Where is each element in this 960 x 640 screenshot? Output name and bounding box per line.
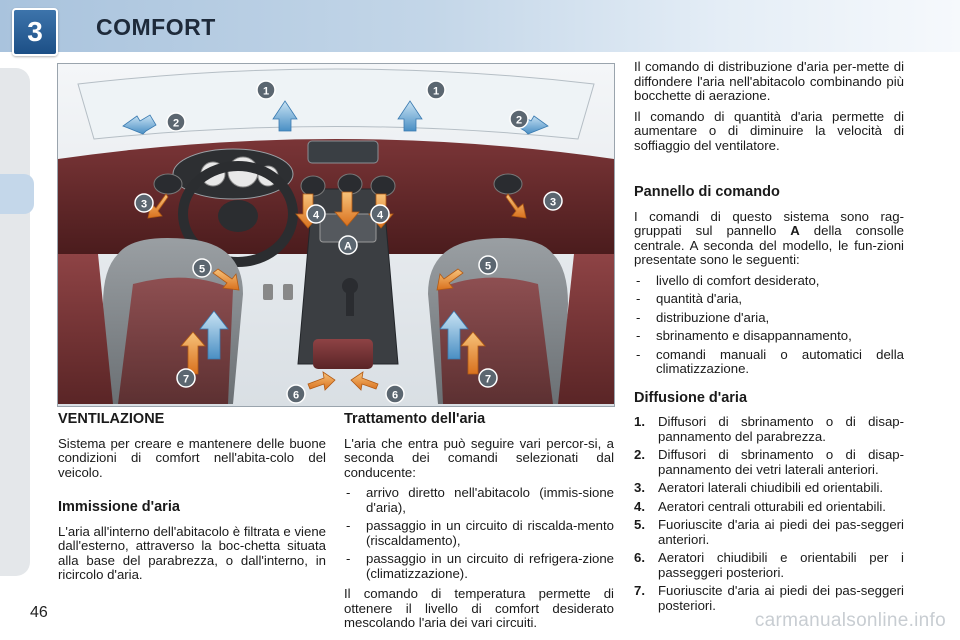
callout-5-right (479, 256, 497, 274)
svg-text:7: 7 (182, 373, 190, 386)
callout-6-left (287, 385, 305, 403)
list-item: 7. Fuoriuscite d'aria ai piedi dei pas-seggeri posteriori. (634, 583, 904, 613)
column-ventilazione (58, 412, 326, 589)
callout-3-right (544, 192, 562, 210)
list-item: - comandi manuali o automatici della climatizzazione. (636, 346, 904, 376)
text-quantita: Il comando di quantità d'aria permette di aumentare o di diminuire la velocità di soffiaggio del ventilatore. (634, 108, 904, 153)
list-item: 6. Aeratori chiudibili e orientabili per i passeggeri posteriori. (634, 550, 904, 580)
callout-7-right (479, 369, 497, 387)
svg-text:1: 1 (262, 85, 270, 98)
heading-immissione: Immissione d'aria (58, 499, 180, 515)
list-item: - passaggio in un circuito di riscalda-mento (riscaldamento), (346, 518, 614, 548)
list-item: 3. Aeratori laterali chiudibili ed orientabili. (634, 480, 884, 495)
list-item: 4. Aeratori centrali otturabili ed orientabili. (634, 498, 886, 514)
svg-text:6: 6 (391, 389, 399, 402)
svg-text:4: 4 (312, 209, 320, 222)
callout-1-right (427, 81, 445, 99)
svg-text:5: 5 (484, 260, 492, 273)
svg-text:3: 3 (549, 196, 557, 209)
column-right (634, 60, 904, 617)
column-trattamento (344, 412, 614, 637)
heading-ventilazione: VENTILAZIONE (58, 411, 165, 427)
text-trattamento-outro: Il comando di temperatura permette di ottenere il livello di comfort desiderato mescolando l'aria dei vari circuiti. (344, 586, 614, 630)
svg-text:5: 5 (198, 263, 206, 276)
text-distribuzione: Il comando di distribuzione d'aria per-mette di diffondere l'aria nell'abitacolo combinando più bocchette di aerazione. (634, 59, 904, 103)
heading-trattamento: Trattamento dell'aria (344, 411, 486, 427)
list-item: - arrivo diretto nell'abitacolo (immis-sione d'aria), (346, 485, 614, 515)
svg-text:6: 6 (292, 389, 300, 402)
page-number: 46 (30, 604, 48, 621)
watermark: carmanualsonline.info (754, 610, 946, 631)
page-title: COMFORT (96, 14, 216, 40)
margin-rail (0, 68, 30, 576)
text-pannello-intro: I comandi di questo sistema sono rag-gruppati sul pannello A della consolle centrale. A seconda del modello, le fun-zioni presentate sono le seguenti: (634, 208, 904, 267)
list-item: 2. Diffusori di sbrinamento o di disap-pannamento dei vetri laterali anteriori. (634, 447, 904, 477)
callout-3-left (135, 194, 153, 212)
list-item: - sbrinamento e disappannamento, (636, 328, 852, 343)
svg-text:3: 3 (140, 198, 148, 211)
callout-2-left (167, 113, 185, 131)
list-item: - quantità d'aria, (636, 291, 743, 306)
chapter-badge: 3 (12, 8, 58, 56)
svg-text:1: 1 (432, 85, 440, 98)
svg-text:4: 4 (376, 209, 384, 222)
margin-rail-tab (0, 174, 34, 214)
text-trattamento-intro: L'aria che entra può seguire vari percor-si, a seconda dei comandi selezionati dal conducente: (344, 435, 614, 480)
list-trattamento (344, 486, 614, 581)
callout-a (339, 236, 357, 254)
heading-diffusione: Diffusione d'aria (634, 389, 748, 406)
list-pannello (634, 274, 904, 377)
list-item: 1. Diffusori di sbrinamento o di disap-pannamento del parabrezza. (634, 414, 904, 444)
callout-4-left (307, 205, 325, 223)
callout-7-left (177, 369, 195, 387)
list-item: - distribuzione d'aria, (636, 309, 770, 325)
svg-text:A: A (344, 240, 352, 253)
car-interior-illustration (57, 63, 615, 407)
list-item: - livello di comfort desiderato, (636, 272, 820, 288)
text-immissione: L'aria all'interno dell'abitacolo è filtrata e viene dall'esterno, attraverso la boc-chetta situata alla base del parabrezza, o dall'interno, in ricircolo d'aria. (58, 523, 326, 582)
text-ventilazione: Sistema per creare e mantenere delle buone condizioni di comfort nell'abita-colo del veicolo. (58, 435, 326, 480)
car-interior-drawing (58, 64, 614, 406)
panel-label-a: A (790, 223, 800, 238)
svg-text:7: 7 (484, 373, 492, 386)
list-item: - passaggio in un circuito di refrigera-zione (climatizzazione). (346, 551, 614, 581)
svg-text:2: 2 (515, 114, 523, 127)
callout-6-right (386, 385, 404, 403)
callout-1-left (257, 81, 275, 99)
callout-2-right (510, 110, 528, 128)
callout-4-right (371, 205, 389, 223)
heading-pannello: Pannello di comando (634, 184, 780, 200)
svg-text:2: 2 (172, 117, 180, 130)
callout-5-left (193, 259, 211, 277)
list-diffusione (634, 415, 904, 613)
list-item: 5. Fuoriuscite d'aria ai piedi dei pas-seggeri anteriori. (634, 517, 904, 547)
